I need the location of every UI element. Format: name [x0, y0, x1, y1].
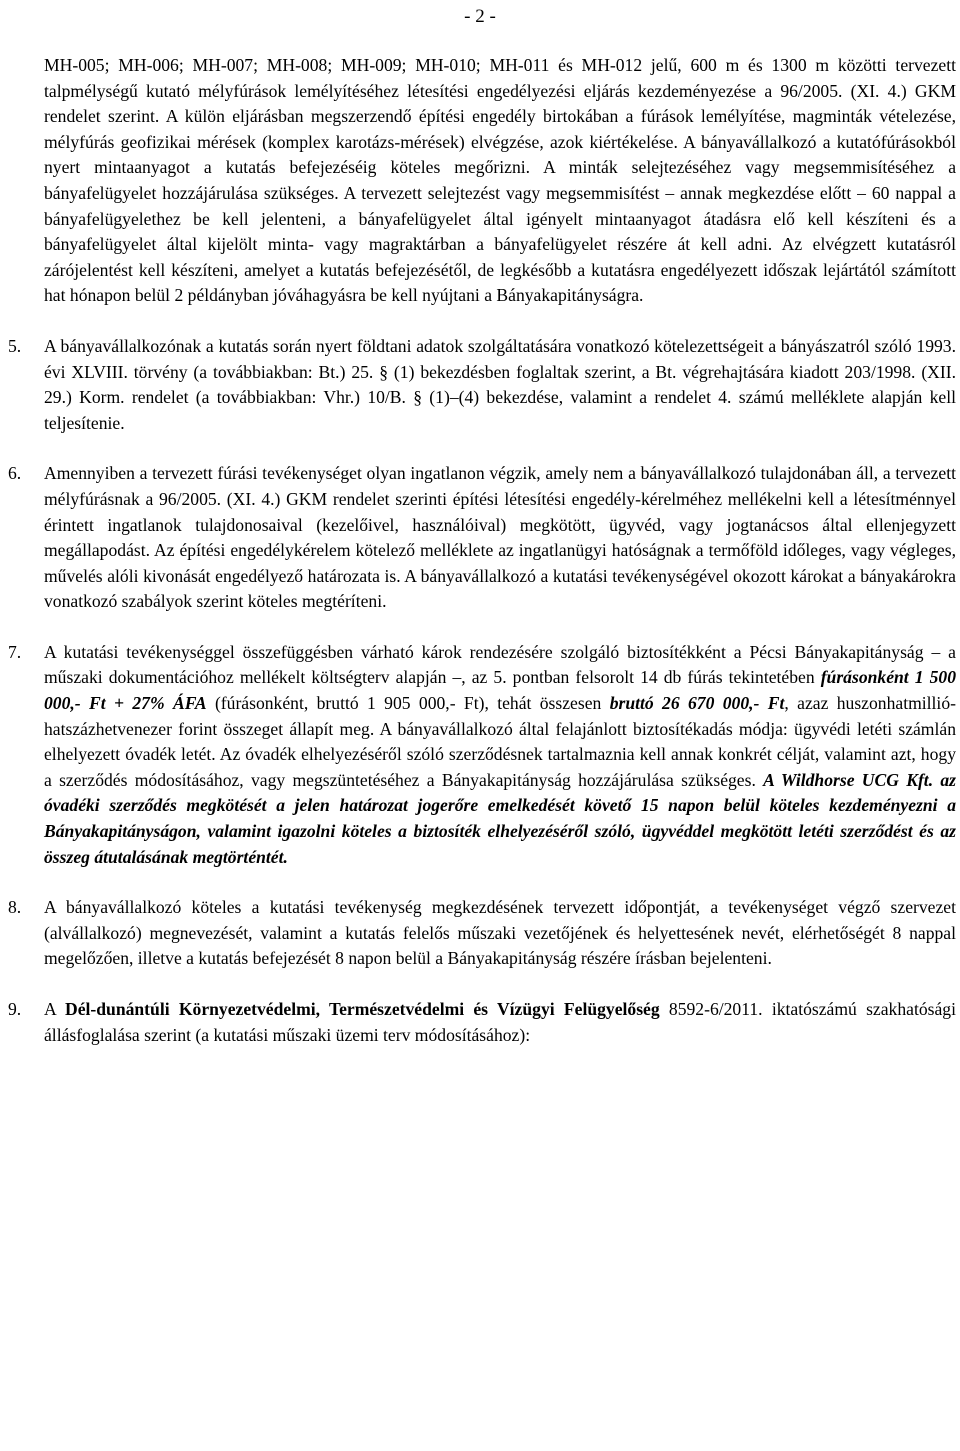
emphasis-obligation: A Wildhorse UCG Kft. az óvadéki szerződés megkötését a jelen határozat jogerőre emelkedését követő 15 napon belül köteles kezdeményezni a Bányakapitányságon, valamint igazolni köteles a biztosíték elhelyezéséről szóló, ügyvéddel megkötött letéti szerződést és az összeg átutalásának megtörténtét.	[44, 769, 957, 867]
emphasis-per-well-amount: fúrásonként 1 500 000,- Ft + 27% ÁFA	[44, 667, 956, 714]
text-run: (fúrásonként, bruttó 1 905 000,- Ft), tehát összesen	[206, 693, 610, 714]
item-text: A bányavállalkozó köteles a kutatási tevékenység megkezdésének tervezett időpontját, a tevékenységet végző szervezet (alvállalkozó) megnevezését, valamint a kutatás felelős műszaki vezetőjének és helyettesének nevét, elérhetőségét 8 nappal megelőzően, illetve a kutatás befejezését 8 napon belül a Bányakapitányság részére írásban bejelenteni.	[44, 897, 956, 969]
list-item-8: 8. A bányavállalkozó köteles a kutatási tevékenység megkezdésének tervezett időpontját, a tevékenységet végző szervezet (alvállalkozó) megnevezését, valamint a kutatás felelős műszaki vezetőjének és helyettesének nevét, elérhetőségét 8 nappal megelőzően, illetve a kutatás befejezését 8 napon belül a Bányakapitányság részére írásban bejelenteni.	[44, 895, 956, 972]
text-run: 8592-6/2011. iktatószámú szakhatósági állásfoglalása szerint (a kutatási műszaki üzemi terv módosításához):	[44, 999, 956, 1045]
emphasis-total-amount: bruttó 26 670 000,- Ft	[609, 693, 785, 714]
text-run: A	[44, 999, 65, 1019]
page-number: - 2 -	[464, 6, 496, 27]
item-text: A bányavállalkozónak a kutatás során nyert földtani adatok szolgáltatására vonatkozó kötelezettségeit a bányászatról szóló 1993. évi XLVIII. törvény (a továbbiakban: Bt.) 25. § (1) bekezdésben foglaltak szerint, a Bt. végrehajtására kiadott 203/1998. (XII. 29.) Korm. rendelet (a továbbiakban: Vhr.) 10/B. § (1)–(4) bekezdése, valamint a rendelet 4. számú melléklete alapján kell teljesítenie.	[44, 335, 956, 433]
list-item-7: 7. A kutatási tevékenységgel összefüggésben várható károk rendezésére szolgáló biztosítékként a Pécsi Bányakapitányság – a műszaki dokumentációhoz mellékelt költségterv alapján –, az 5. pontban felsorolt 14 db fúrás tekintetében fúrásonként 1 500 000,- Ft + 27% ÁFA (fúrásonként, bruttó 1 905 000,- Ft), tehát összesen bruttó 26 670 000,- Ft, azaz huszonhatmillió-hatszázhetvenezer forint összeget állapít meg. A bányavállalkozó által felajánlott biztosítékadás módja: ügyvédi letéti számlán elhelyezett óvadék letét. Az óvadék elhelyezéséről szóló szerződésnek tartalmaznia kell annak konkrét célját, valamint azt, hogy a szerződés módosításához, vagy megszüntetéséhez a Bányakapitányság hozzájárulása szükséges. A Wildhorse UCG Kft. az óvadéki szerződés megkötését a jelen határozat jogerőre emelkedését követő 15 napon belül köteles kezdeményezni a Bányakapitányságon, valamint igazolni köteles a biztosíték elhelyezéséről szóló, ügyvéddel megkötött letéti szerződést és az összeg átutalásának megtörténtét.	[44, 640, 956, 870]
list-item-6: 6. Amennyiben a tervezett fúrási tevékenységet olyan ingatlanon végzik, amely nem a bányavállalkozó tulajdonában áll, a tervezett mélyfúrásnak a 96/2005. (XI. 4.) GKM rendelet szerinti építési létesítési engedély-kérelméhez mellékelni kell a létesítménnyel érintett ingatlanok tulajdonosaival (kezelőivel, használóival) megkötött, ügyvéd, vagy jogtanácsos által ellenjegyzett megállapodást. Az építési engedélykérelem kötelező melléklete az ingatlanügyi hatóságnak a termőföld időleges, vagy végleges, művelés alóli kivonását engedélyező határozata is. A bányavállalkozó a kutatási tevékenységével okozott károkat a bányakárokra vonatkozó szabályok szerint köteles megtéríteni.	[44, 461, 956, 615]
item-text: Amennyiben a tervezett fúrási tevékenységet olyan ingatlanon végzik, amely nem a bányavállalkozó tulajdonában áll, a tervezett mélyfúrásnak a 96/2005. (XI. 4.) GKM rendelet szerinti építési létesítési engedély-kérelméhez mellékelni kell a létesítménnyel érintett ingatlanok tulajdonosaival (kezelőivel, használóival) megkötött, ügyvéd, vagy jogtanácsos által ellenjegyzett megállapodást. Az építési engedélykérelem kötelező melléklete az ingatlanügyi hatóságnak a termőföld időleges, vagy végleges, művelés alóli kivonását engedélyező határozata is. A bányavállalkozó a kutatási tevékenységével okozott károkat a bányakárokra vonatkozó szabályok szerint köteles megtéríteni.	[44, 463, 956, 612]
item-text	[44, 640, 956, 870]
list-item-5: 5. A bányavállalkozónak a kutatás során nyert földtani adatok szolgáltatására vonatkozó kötelezettségeit a bányászatról szóló 1993. évi XLVIII. törvény (a továbbiakban: Bt.) 25. § (1) bekezdésben foglaltak szerint, a Bt. végrehajtására kiadott 203/1998. (XII. 29.) Korm. rendelet (a továbbiakban: Vhr.) 10/B. § (1)–(4) bekezdése, valamint a rendelet 4. számú melléklete alapján kell teljesítenie.	[44, 334, 956, 436]
text-run: , azaz huszonhatmillió-hatszázhetvenezer forint összeget állapít meg. A bányavállalkozó által felajánlott biztosítékadás módja: ügyvédi letéti számlán elhelyezett óvadék letét. Az óvadék elhelyezéséről szóló szerződésnek tartalmaznia kell annak konkrét célját, valamint azt, hogy a szerződés módosításához, vagy megszüntetéséhez a Bányakapitányság hozzájárulása szükséges.	[44, 693, 956, 790]
intro-paragraph: MH-005; MH-006; MH-007; MH-008; MH-009; MH-010; MH-011 és MH-012 jelű, 600 m és 1300 m közötti tervezett talpmélységű kutató mélyfúrások lemélyítéséhez létesítési engedélyezési eljárás kezdeményezése a 96/2005. (XI. 4.) GKM rendelet szerint. A külön eljárásban megszerzendő építési engedély birtokában a fúrások lemélyítése, magminták vételezése, mélyfúrás geofizikai mérések (komplex karotázs-mérések) elvégzése, azok kiértékelése. A bányavállalkozó a kutatófúrásokból nyert mintaanyagot a kutatás befejezéséig köteles megőrizni. A minták selejtezéséhez vagy megsemmisítéséhez a bányafelügyelet hozzájárulása szükséges. A tervezett selejtezést vagy megsemmisítést – annak megkezdése előtt – 60 nappal a bányafelügyelethez be kell jelenteni, a bányafelügyelet által igényelt mintaanyagot átadásra elő kell készíteni és a bányafelügyelet által kijelölt minta- vagy magraktárban a bányafelügyelet részére át kell adni. Az elvégzett kutatásról zárójelentést kell készíteni, amelyet a kutatás befejezésétől, de legkésőbb a kutatásra engedélyezett időszak lejártától számított hat hónapon belül 2 példányban jóváhagyásra be kell nyújtani a Bányakapitányságra.	[44, 55, 956, 306]
list-item-9: 9. A Dél-dunántúli Környezetvédelmi, Természetvédelmi és Vízügyi Felügyelőség 8592-6/2011. iktatószámú szakhatósági állásfoglalása szerint (a kutatási műszaki üzemi terv módosításához):	[44, 997, 956, 1048]
emphasis-authority-name: Dél-dunántúli Környezetvédelmi, Természetvédelmi és Vízügyi Felügyelőség	[64, 999, 660, 1019]
item-text	[44, 997, 956, 1048]
text-run: A kutatási tevékenységgel összefüggésben várható károk rendezésére szolgáló biztosítékként a Pécsi Bányakapitányság – a műszaki dokumentációhoz mellékelt költségterv alapján –, az 5. pontban felsorolt 14 db fúrás tekintetében	[44, 641, 956, 688]
document-body	[8, 53, 957, 1048]
